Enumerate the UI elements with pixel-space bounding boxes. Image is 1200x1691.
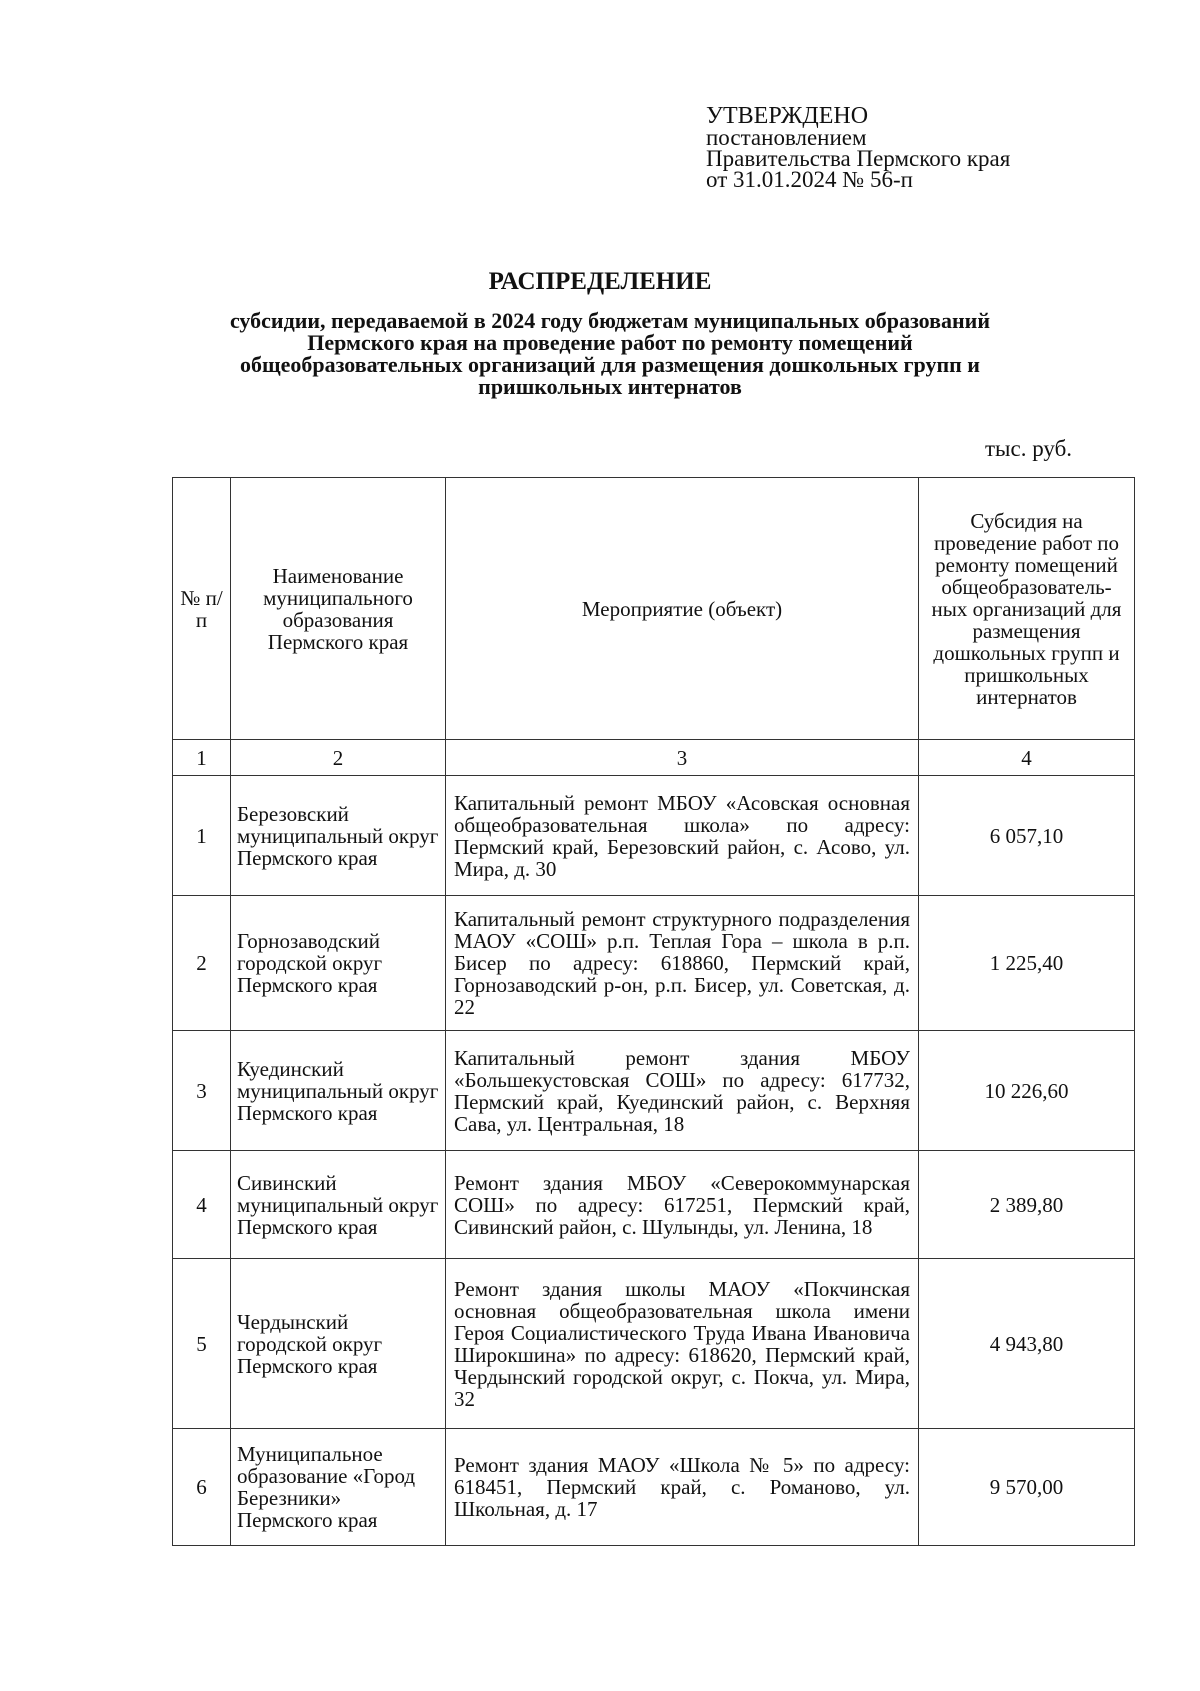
row-municipality: Горнозаводский городской округ Пермского края	[231, 896, 446, 1031]
approval-heading: УТВЕРЖДЕНО	[706, 103, 869, 129]
row-number: 1	[173, 776, 231, 896]
row-object: Капитальный ремонт МБОУ «Асовская основная общеобразовательная школа» по адресу: Пермский край, Березовский район, с. Асово, ул. Мира, д. 30	[446, 776, 919, 896]
row-object: Капитальный ремонт структурного подразделения МАОУ «СОШ» р.п. Теплая Гора – школа в р.п. Бисер по адресу: 618860, Пермский край, Горнозаводский р-он, р.п. Бисер, ул. Советская, д. 22	[446, 896, 919, 1031]
row-amount: 9 570,00	[919, 1429, 1135, 1546]
row-municipality: Муниципальное образование «Город Березники» Пермского края	[231, 1429, 446, 1546]
row-object: Ремонт здания МАОУ «Школа № 5» по адресу: 618451, Пермский край, с. Романово, ул. Школьная, д. 17	[446, 1429, 919, 1546]
row-municipality: Березовский муниципальный округ Пермского края	[231, 776, 446, 896]
table-row	[173, 776, 1135, 896]
row-number: 3	[173, 1031, 231, 1151]
table-row	[173, 1151, 1135, 1259]
approval-stamp	[706, 103, 1011, 192]
table-row	[173, 1429, 1135, 1546]
row-amount: 6 057,10	[919, 776, 1135, 896]
column-number: 2	[231, 740, 446, 776]
column-number: 4	[919, 740, 1135, 776]
row-number: 5	[173, 1259, 231, 1429]
row-number: 4	[173, 1151, 231, 1259]
row-amount: 1 225,40	[919, 896, 1135, 1031]
header-object: Мероприятие (объект)	[446, 478, 919, 740]
approval-line: Правительства Пермского края	[706, 146, 1011, 171]
distribution-table	[172, 477, 1135, 1546]
row-amount: 2 389,80	[919, 1151, 1135, 1259]
table-row	[173, 1031, 1135, 1151]
row-object: Капитальный ремонт здания МБОУ «Большекустовская СОШ» по адресу: 617732, Пермский край, Куединский район, с. Верхняя Сава, ул. Центральная, 18	[446, 1031, 919, 1151]
header-number: № п/п	[173, 478, 231, 740]
row-municipality: Сивинский муниципальный округ Пермского края	[231, 1151, 446, 1259]
column-number: 1	[173, 740, 231, 776]
row-number: 6	[173, 1429, 231, 1546]
row-amount: 4 943,80	[919, 1259, 1135, 1429]
table-row	[173, 896, 1135, 1031]
approval-line: постановлением	[706, 125, 867, 150]
units-label: тыс. руб.	[985, 436, 1073, 461]
column-number: 3	[446, 740, 919, 776]
row-object: Ремонт здания МБОУ «Северокоммунарская СОШ» по адресу: 617251, Пермский край, Сивинский район, с. Шулынды, ул. Ленина, 18	[446, 1151, 919, 1259]
header-subsidy: Субсидия на проведение работ по ремонту помещений общеобразователь-ных организаций для размещения дошкольных групп и пришкольных интернатов	[919, 478, 1135, 740]
row-municipality: Куединский муниципальный округ Пермского края	[231, 1031, 446, 1151]
document-title: РАСПРЕДЕЛЕНИЕ	[488, 268, 712, 295]
header-municipality: Наименование муниципального образования Пермского края	[231, 478, 446, 740]
row-amount: 10 226,60	[919, 1031, 1135, 1151]
table-row	[173, 1259, 1135, 1429]
approval-date: от 31.01.2024 № 56-п	[706, 167, 913, 192]
column-number-row	[173, 740, 1135, 776]
row-number: 2	[173, 896, 231, 1031]
document-subtitle: субсидии, передаваемой в 2024 году бюджетам муниципальных образований Пермского края на проведение работ по ремонту помещений общеобразовательных организаций для размещения дошкольных групп и пришкольных интернатов	[229, 308, 991, 399]
table-header-row	[173, 478, 1135, 740]
row-object: Ремонт здания школы МАОУ «Покчинская основная общеобразовательная школа имени Героя Социалистического Труда Ивана Ивановича Широкшина» по адресу: 618620, Пермский край, Чердынский городской округ, с. Покча, ул. Мира, 32	[446, 1259, 919, 1429]
row-municipality: Чердынский городской округ Пермского края	[231, 1259, 446, 1429]
